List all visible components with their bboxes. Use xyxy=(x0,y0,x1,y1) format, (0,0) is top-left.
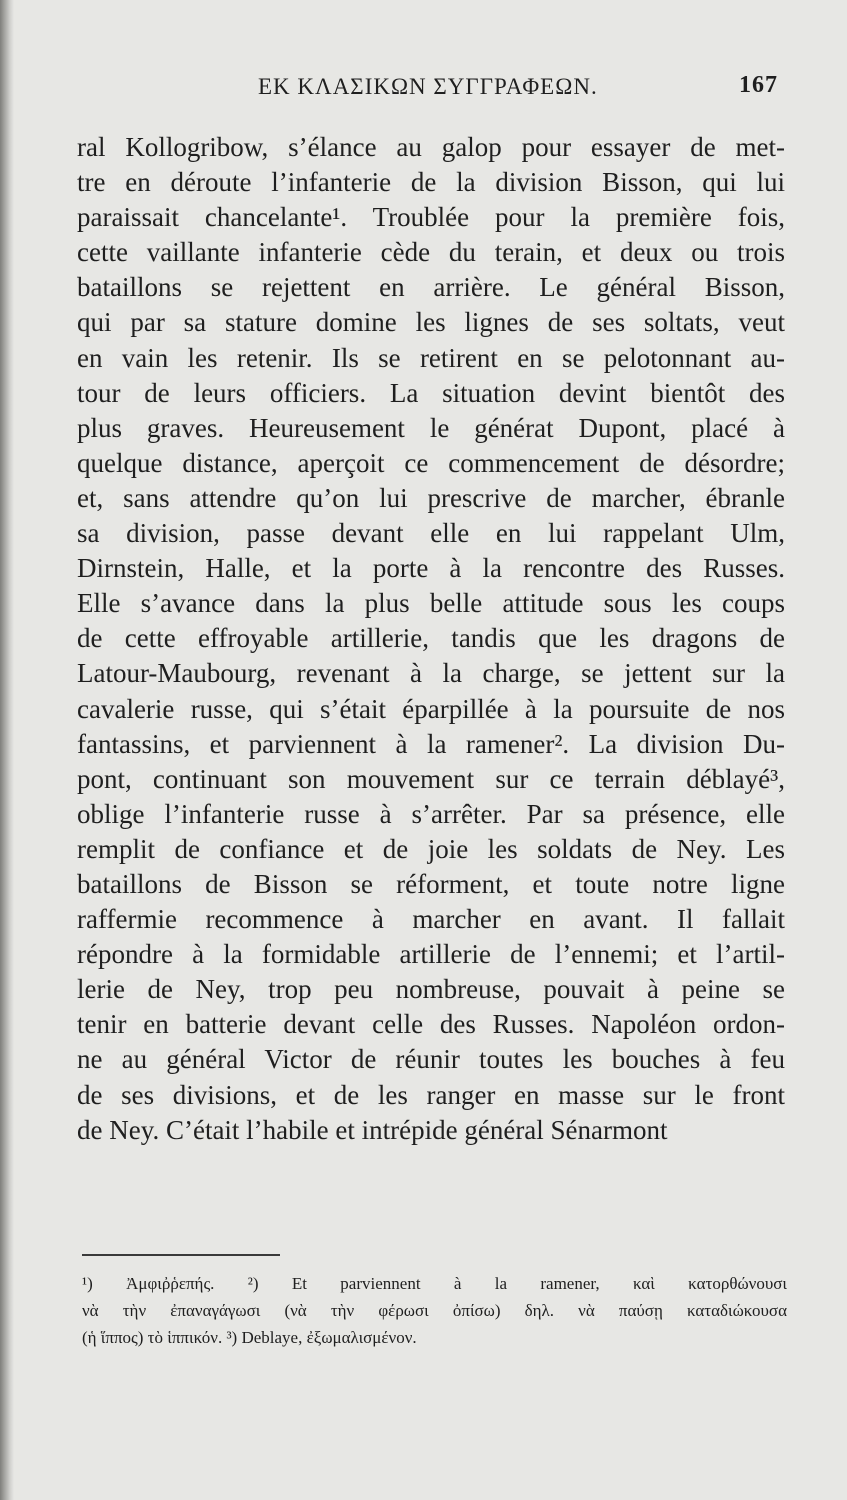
text-line: remplit de confiance et de joie les soldats de Ney. Les xyxy=(77,833,785,864)
body-text xyxy=(77,130,785,1148)
footnote-line: νὰ τὴν ἐπαναγάγωσι (νὰ τὴν φέρωσι ὀπίσω) δηλ. νὰ παύσῃ καταδιώκουσα xyxy=(82,1301,787,1320)
text-line: bataillons de Bisson se réforment, et toute notre ligne xyxy=(77,868,785,899)
running-head xyxy=(258,72,778,108)
page-binding-shadow xyxy=(0,0,14,1500)
footnote-line: ¹) Ἀμφιῤῥεπής. ²) Et parviennent à la ramener, καὶ κατορθώνουσι xyxy=(82,1274,787,1293)
text-line: de cette effroyable artillerie, tandis que les dragons de xyxy=(77,623,785,654)
text-line: tour de leurs officiers. La situation devint bientôt des xyxy=(77,377,785,408)
text-line: cette vaillante infanterie cède du terain, et deux ou trois xyxy=(77,237,785,268)
page-number: 167 xyxy=(739,72,778,98)
text-line: quelque distance, aperçoit ce commencement de désordre; xyxy=(77,447,785,478)
text-line: et, sans attendre qu’on lui prescrive de marcher, ébranle xyxy=(77,482,785,513)
text-line: tenir en batterie devant celle des Russes. Napoléon ordon- xyxy=(77,1009,785,1040)
text-line: sa division, passe devant elle en lui rappelant Ulm, xyxy=(77,518,785,549)
footnotes xyxy=(82,1270,787,1351)
text-line: bataillons se rejettent en arrière. Le général Bisson, xyxy=(77,272,785,303)
running-title: ΕΚ ΚΛΑΣΙΚΩΝ ΣΥΓΓΡΑΦΕΩΝ. xyxy=(258,74,598,99)
text-line: paraissait chancelante¹. Troublée pour la première fois, xyxy=(77,202,785,233)
text-line: raffermie recommence à marcher en avant. Il fallait xyxy=(77,904,785,935)
text-line: tre en déroute l’infanterie de la division Bisson, qui lui xyxy=(77,167,785,198)
footnote-divider xyxy=(82,1254,280,1256)
text-line: oblige l’infanterie russe à s’arrêter. Par sa présence, elle xyxy=(77,798,785,829)
text-line: ne au général Victor de réunir toutes les bouches à feu xyxy=(77,1044,785,1075)
footnote-line: (ἡ ἵππος) τὸ ἱππικόν. ³) Deblaye, ἐξωμαλισμένον. xyxy=(82,1328,417,1347)
text-line: cavalerie russe, qui s’était éparpillée à la poursuite de nos xyxy=(77,693,785,724)
text-line: fantassins, et parviennent à la ramener². La division Du- xyxy=(77,728,785,759)
text-line: de Ney. C’était l’habile et intrépide général Sénarmont xyxy=(77,1114,668,1145)
text-line: pont, continuant son mouvement sur ce terrain déblayé³, xyxy=(77,763,785,794)
text-line: en vain les retenir. Ils se retirent en se pelotonnant au- xyxy=(77,342,785,373)
text-line: répondre à la formidable artillerie de l’ennemi; et l’artil- xyxy=(77,939,785,970)
text-line: Latour-Maubourg, revenant à la charge, se jettent sur la xyxy=(77,658,785,689)
text-line: Dirnstein, Halle, et la porte à la rencontre des Russes. xyxy=(77,553,785,584)
text-line: Elle s’avance dans la plus belle attitude sous les coups xyxy=(77,588,785,619)
text-line: ral Kollogribow, s’élance au galop pour essayer de met- xyxy=(77,132,785,162)
text-line: de ses divisions, et de les ranger en masse sur le front xyxy=(77,1079,785,1110)
text-line: plus graves. Heureusement le générat Dupont, placé à xyxy=(77,412,785,443)
text-line: qui par sa stature domine les lignes de ses soltats, veut xyxy=(77,307,785,338)
text-line: lerie de Ney, trop peu nombreuse, pouvait à peine se xyxy=(77,974,785,1005)
